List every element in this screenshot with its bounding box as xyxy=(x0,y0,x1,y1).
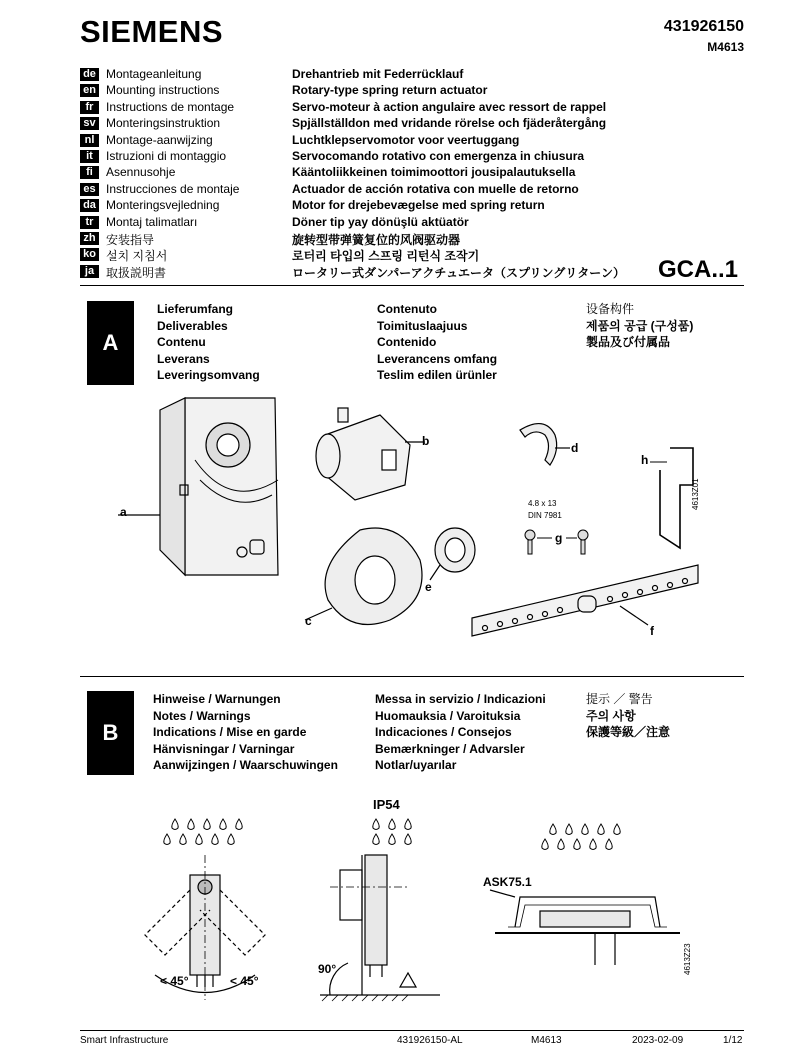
document-sub-number: M4613 xyxy=(707,40,744,54)
language-product-title: Luchtklepservomotor voor veertuggang xyxy=(292,132,520,147)
language-code-badge: fi xyxy=(80,166,99,179)
language-doc-name: Instructions de montage xyxy=(106,99,235,114)
section-a-col1-line: Leverans xyxy=(157,351,210,366)
footer-line xyxy=(80,1030,744,1031)
fig-code-b: 4613Z23 xyxy=(683,943,692,975)
section-a-col1-line: Deliverables xyxy=(157,318,228,333)
ip-rating: IP54 xyxy=(373,797,400,812)
section-a-col3-line: 製品及び付属品 xyxy=(586,335,671,349)
mounting-bracket-illustration xyxy=(472,565,698,636)
language-code-badge: ja xyxy=(80,265,99,278)
label-f: f xyxy=(650,624,654,638)
section-b-col1-line: Aanwijzingen / Waarschuwingen xyxy=(153,758,338,772)
footer-doc-id: 431926150-AL xyxy=(397,1035,463,1046)
section-b-col2-line: Indicaciones / Consejos xyxy=(375,725,512,739)
angle-right: < 45° xyxy=(230,974,259,988)
language-doc-name: Istruzioni di montaggio xyxy=(106,149,227,163)
section-b-col2-line: Bemærkninger / Advarsler xyxy=(375,741,525,756)
section-a-col1-line: Leveringsomvang xyxy=(157,368,260,382)
section-a-col3-line: 设备构件 xyxy=(586,302,635,316)
language-product-title: ロータリー式ダンパーアクチュエータ（スプリングリターン） xyxy=(292,265,626,280)
language-product-title: Döner tip yay dönüşlü aktüatör xyxy=(292,214,469,229)
label-g: g xyxy=(555,531,563,545)
section-b-col1 xyxy=(153,691,338,774)
section-a-col2-line: Toimituslaajuus xyxy=(377,318,468,333)
language-doc-name: 安装指导 xyxy=(106,233,155,247)
section-a-col3-line: 제품의 공급 (구성품) xyxy=(586,318,694,333)
section-a-col2-line: Contenido xyxy=(377,335,437,349)
language-doc-name: 取扱説明書 xyxy=(106,265,167,280)
vertical-mount-figure xyxy=(320,855,440,1001)
language-doc-name: Monteringsinstruktion xyxy=(106,116,221,131)
section-a-col1-line: Lieferumfang xyxy=(157,302,234,316)
section-b-col1-line: Hinweise / Warnungen xyxy=(153,692,281,706)
water-drops-right xyxy=(542,824,620,850)
adapter-ring-illustration xyxy=(430,528,475,580)
hex-key-illustration xyxy=(650,448,693,548)
footer-date: 2023-02-09 xyxy=(632,1035,684,1046)
section-a-col2-line: Contenuto xyxy=(377,302,437,316)
section-a-col3 xyxy=(586,301,693,351)
section-a-box: A xyxy=(87,301,134,385)
screw-din: DIN 7981 xyxy=(528,511,562,520)
language-code-badge: tr xyxy=(80,216,99,229)
angle-90: 90° xyxy=(318,962,337,976)
language-row xyxy=(80,165,680,181)
language-row xyxy=(80,215,680,231)
water-drops-middle xyxy=(373,819,411,845)
position-indicator-illustration xyxy=(305,528,422,625)
label-h: h xyxy=(641,453,649,467)
language-product-title: 로터리 타입의 스프링 리턴식 조작기 xyxy=(292,249,480,264)
label-e: e xyxy=(425,580,432,594)
language-code-badge: en xyxy=(80,84,99,97)
language-product-title: Motor for drejebevægelse med spring return xyxy=(292,198,545,213)
language-row xyxy=(80,133,680,149)
weather-cover-figure xyxy=(490,890,680,965)
language-doc-name: Instrucciones de montaje xyxy=(106,181,240,196)
language-row xyxy=(80,198,680,214)
language-row xyxy=(80,247,680,263)
model-name: GCA..1 xyxy=(658,256,739,283)
label-a: a xyxy=(120,505,127,519)
language-product-title: Kääntoliikkeinen toimimoottori jousipalautuksella xyxy=(292,165,576,180)
language-doc-name: Monteringsvejledning xyxy=(106,198,220,213)
section-b-col1-line: Notes / Warnings xyxy=(153,708,251,723)
language-product-title: 旋转型带弹簧复位的风阀驱动器 xyxy=(292,233,461,247)
section-b-col2-line: Notlar/uyarılar xyxy=(375,758,457,772)
section-a-col2-line: Leverancens omfang xyxy=(377,351,498,366)
footer-model: M4613 xyxy=(531,1035,562,1046)
section-b-col2-line: Huomauksia / Varoituksia xyxy=(375,708,521,723)
language-doc-name: Montage-aanwijzing xyxy=(106,132,213,147)
section-b-col3-line: 提示 ／ 警告 xyxy=(586,692,653,706)
section-b-col3-line: 保護等級／注意 xyxy=(586,725,671,739)
section-b-col2-line: Messa in servizio / Indicazioni xyxy=(375,692,546,706)
actuator-body-illustration xyxy=(118,398,278,575)
section-b-box: B xyxy=(87,691,134,775)
label-b: b xyxy=(422,434,430,448)
ask-label: ASK75.1 xyxy=(483,875,532,889)
language-code-badge: da xyxy=(80,199,99,212)
section-a-col1 xyxy=(157,301,260,384)
water-drops-left xyxy=(164,819,242,845)
language-row xyxy=(80,116,680,132)
footer-page: 1/12 xyxy=(723,1035,743,1046)
section-b-col2 xyxy=(375,691,546,774)
language-code-badge: es xyxy=(80,183,99,196)
language-doc-name: Montaj talimatları xyxy=(106,214,198,229)
language-doc-name: Mounting instructions xyxy=(106,83,220,98)
section-a-col2-line: Teslim edilen ürünler xyxy=(377,368,497,382)
language-row xyxy=(80,231,680,247)
language-code-badge: ko xyxy=(80,248,99,261)
language-row xyxy=(80,149,680,165)
language-row xyxy=(80,67,680,83)
language-product-title: Servocomando rotativo con emergenza in chiusura xyxy=(292,149,585,163)
language-row xyxy=(80,83,680,99)
language-code-badge: de xyxy=(80,68,99,81)
language-product-title: Drehantrieb mit Federrücklauf xyxy=(292,67,464,81)
language-doc-name: Asennusohje xyxy=(106,165,176,180)
fig-code-a: 4613Z01 xyxy=(691,478,700,510)
screw-spec: 4.8 x 13 xyxy=(528,499,557,508)
language-code-badge: nl xyxy=(80,134,99,147)
section-b-col1-line: Indications / Mise en garde xyxy=(153,725,307,739)
retaining-clip-illustration xyxy=(520,424,570,465)
section-a-col1-line: Contenu xyxy=(157,335,206,349)
language-product-title: Servo-moteur à action angulaire avec ressort de rappel xyxy=(292,99,607,114)
language-code-badge: sv xyxy=(80,117,99,130)
angle-left: < 45° xyxy=(160,974,189,988)
shaft-adapter-illustration xyxy=(316,408,425,500)
language-code-badge: zh xyxy=(80,232,99,245)
section-divider-top xyxy=(80,285,744,286)
protection-drawing xyxy=(100,815,700,1005)
footer-company: Smart Infrastructure xyxy=(80,1035,169,1046)
label-c: c xyxy=(305,614,312,628)
section-b-col1-line: Hänvisningar / Varningar xyxy=(153,741,295,756)
siemens-logo: SIEMENS xyxy=(80,14,224,49)
language-code-badge: fr xyxy=(80,101,99,114)
language-doc-name: Montageanleitung xyxy=(106,67,202,81)
section-b-col3-line: 주의 사항 xyxy=(586,708,636,723)
language-product-title: Rotary-type spring return actuator xyxy=(292,83,488,98)
section-b-col3 xyxy=(586,691,670,741)
language-doc-name: 설치 지침서 xyxy=(106,249,168,264)
language-code-badge: it xyxy=(80,150,99,163)
deliverables-drawing xyxy=(100,390,720,660)
language-row xyxy=(80,264,680,280)
section-divider-b xyxy=(80,676,744,677)
section-a-col2 xyxy=(377,301,497,384)
language-row xyxy=(80,100,680,116)
document-number: 431926150 xyxy=(663,18,744,35)
language-product-title: Actuador de acción rotativa con muelle de retorno xyxy=(292,181,579,196)
language-product-title: Spjällställdon med vridande rörelse och fjäderåtergång xyxy=(292,116,607,131)
label-d: d xyxy=(571,441,579,455)
language-row xyxy=(80,182,680,198)
